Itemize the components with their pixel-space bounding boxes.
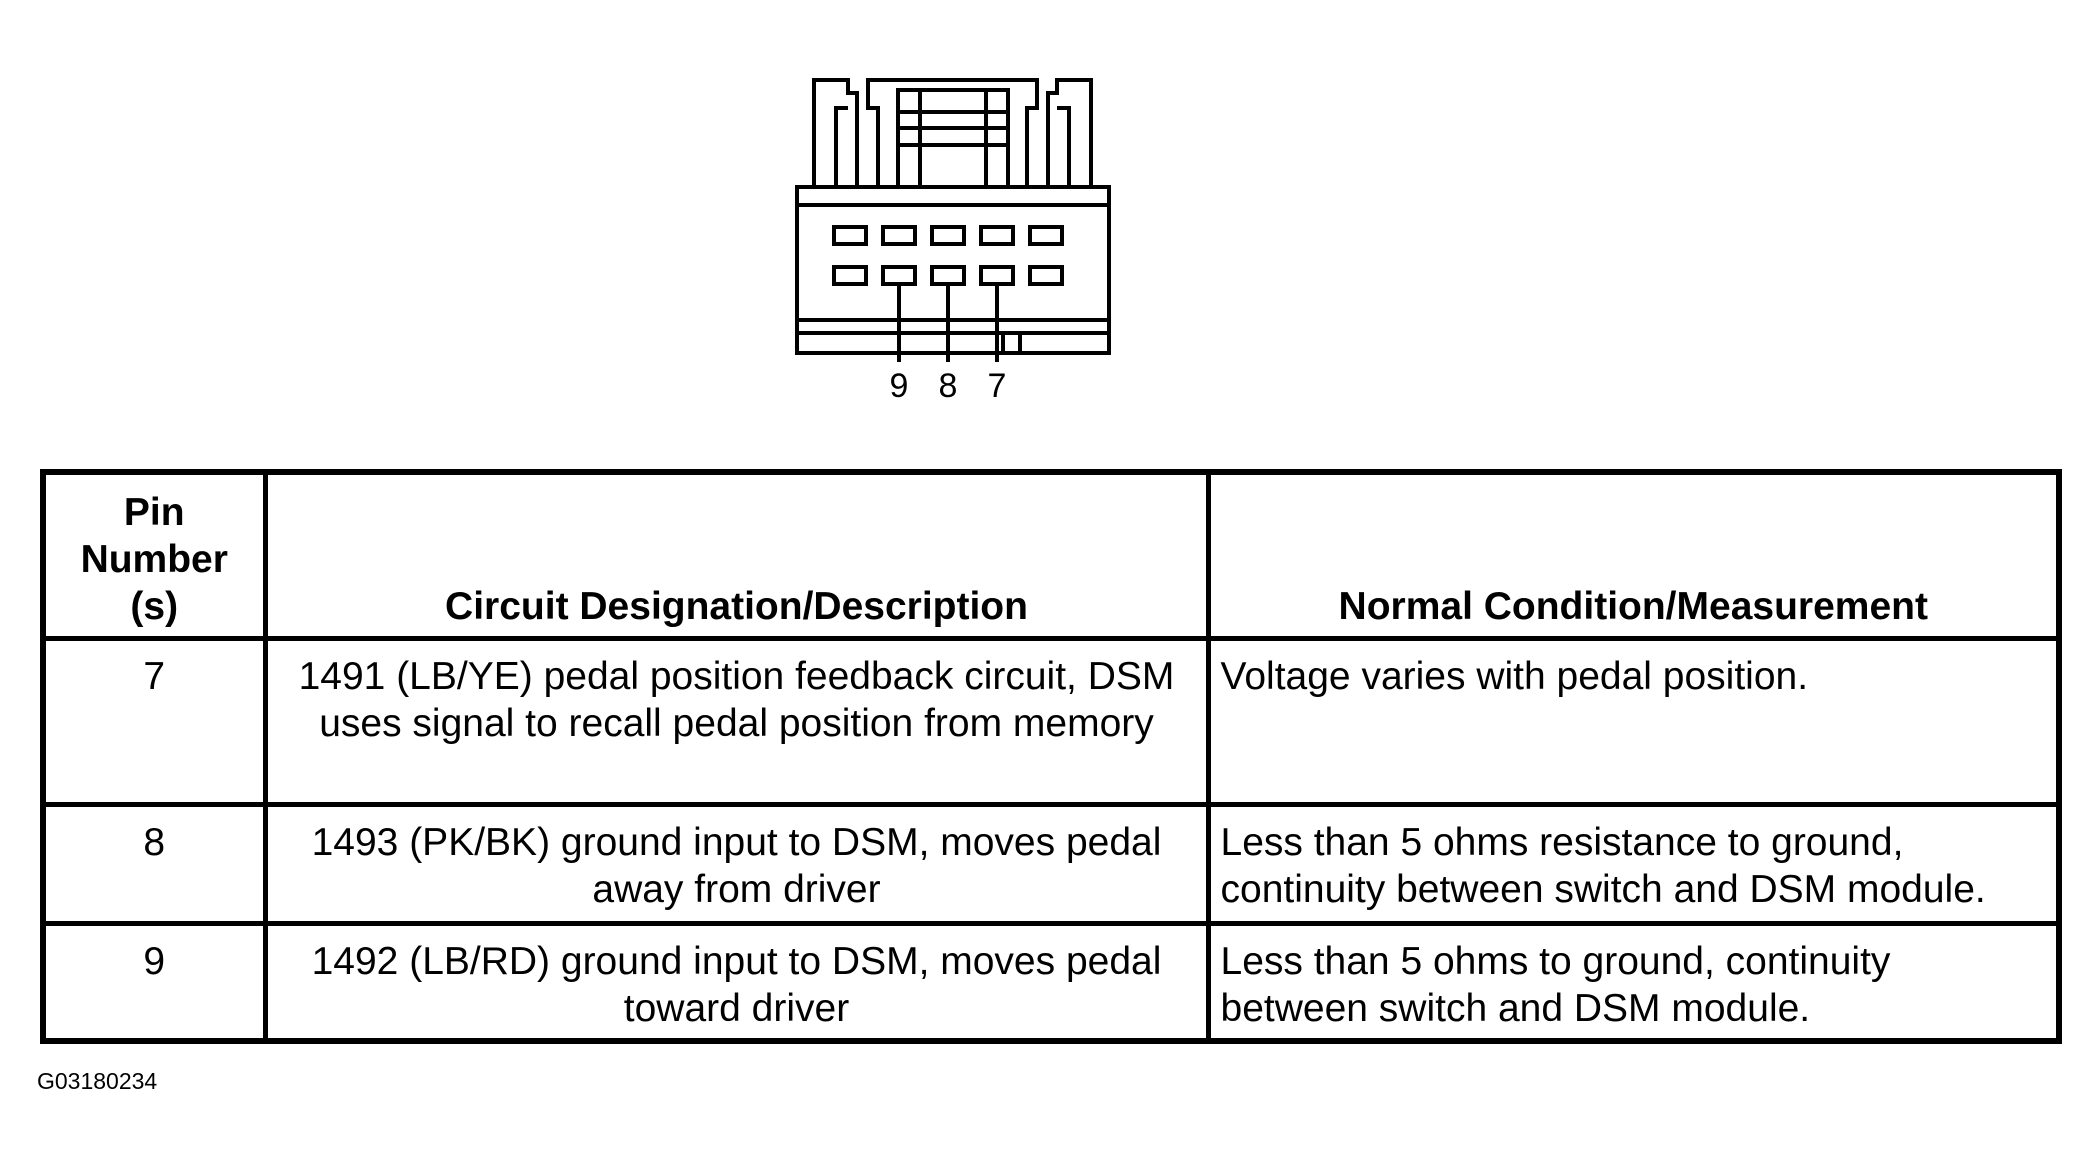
table-header-row xyxy=(43,472,2059,638)
header-circuit: Circuit Designation/Description xyxy=(265,472,1208,638)
cell-pin: 7 xyxy=(43,638,265,804)
cell-pin: 8 xyxy=(43,804,265,923)
terminal-cavities-bottom-row xyxy=(834,267,1062,284)
connector-outline xyxy=(797,80,1109,353)
cell-measurement: Less than 5 ohms resistance to ground, continuity between switch and DSM module. xyxy=(1208,804,2059,923)
pin-callout-7: 7 xyxy=(987,367,1007,405)
pin-table xyxy=(40,469,2062,1044)
cell-circuit: 1492 (LB/RD) ground input to DSM, moves pedal toward driver xyxy=(265,923,1208,1041)
table-row xyxy=(43,638,2059,804)
pin-callout-8: 8 xyxy=(938,367,958,405)
cell-circuit: 1493 (PK/BK) ground input to DSM, moves pedal away from driver xyxy=(265,804,1208,923)
header-pin-number: Pin Number (s) xyxy=(43,472,265,638)
connector-diagram xyxy=(0,0,2095,460)
table-row xyxy=(43,804,2059,923)
pin-leader-lines xyxy=(899,284,997,362)
cell-measurement: Less than 5 ohms to ground, continuity between switch and DSM module. xyxy=(1208,923,2059,1041)
cell-circuit: 1491 (LB/YE) pedal position feedback circuit, DSM uses signal to recall pedal position from memory xyxy=(265,638,1208,804)
cell-measurement: Voltage varies with pedal position. xyxy=(1208,638,2059,804)
terminal-cavities-top-row xyxy=(834,227,1062,244)
header-measurement: Normal Condition/Measurement xyxy=(1208,472,2059,638)
pin-callout-9: 9 xyxy=(889,367,909,405)
table-row xyxy=(43,923,2059,1041)
figure-id: G03180234 xyxy=(37,1068,158,1094)
cell-pin: 9 xyxy=(43,923,265,1041)
